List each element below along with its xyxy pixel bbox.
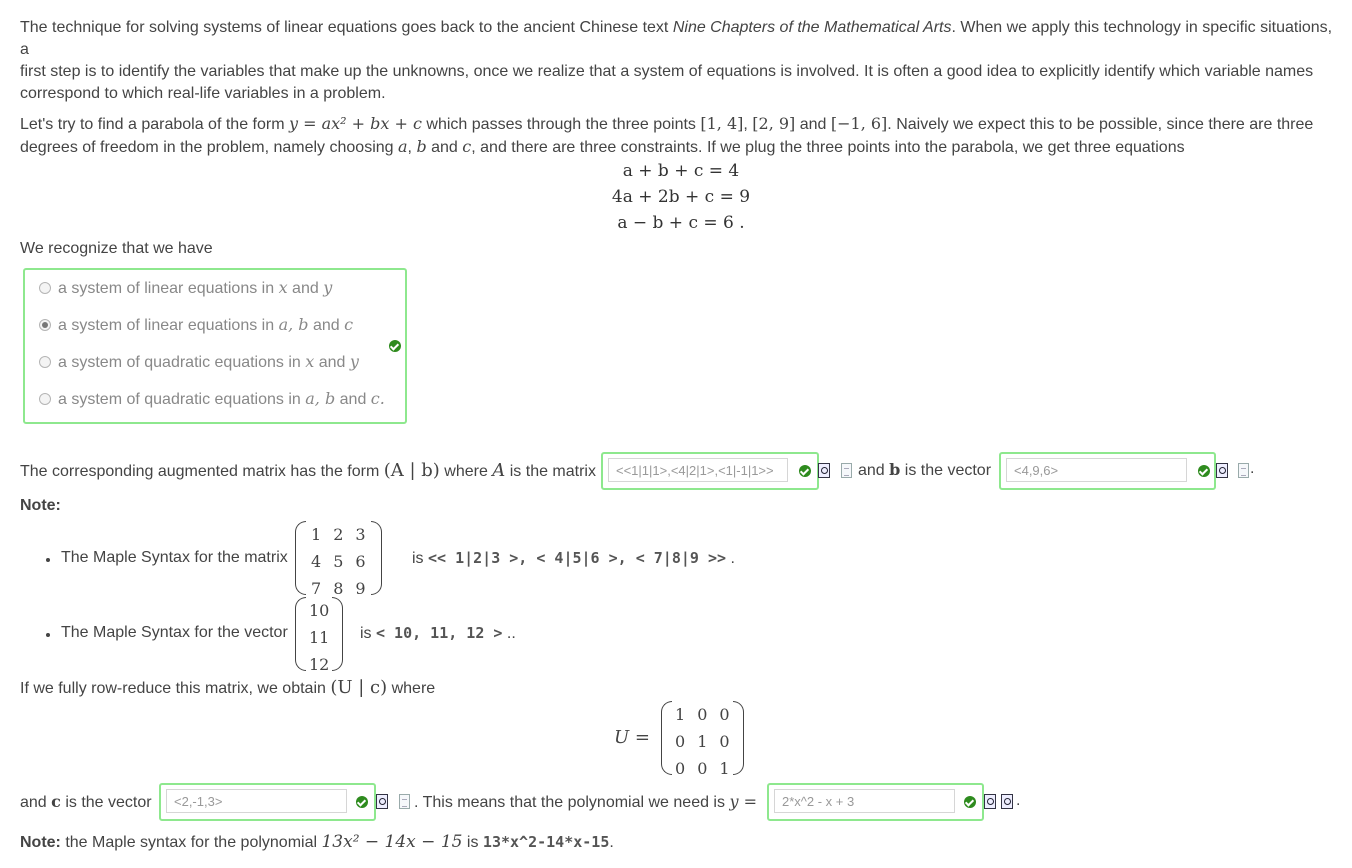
vector-answer-box — [999, 452, 1216, 490]
choice-option-1[interactable] — [39, 278, 332, 298]
matrix-cell: 0 — [675, 759, 686, 778]
text: . — [609, 834, 614, 851]
matrix-cell: 0 — [719, 705, 730, 724]
reduce-text — [20, 677, 435, 698]
U-matrix — [661, 701, 744, 778]
intro-text: first step is to identify the variables that make up the unknowns, once we realize that a system of equations is involved. It is often a good idea to explicitly identify which variable names — [20, 63, 1314, 80]
equation-3: a − b + c = 6 . — [617, 213, 745, 233]
vector-cell: 11 — [309, 628, 330, 647]
equation-2: 4a + 2b + c = 9 — [611, 187, 751, 207]
choice-var: a, b — [278, 315, 309, 334]
matrix-cell: 0 — [697, 759, 708, 778]
text: The corresponding augmented matrix has the form — [20, 463, 384, 480]
matrix-cell: 7 — [311, 579, 322, 598]
choice-and: and — [287, 280, 324, 297]
choice-and: and — [314, 354, 350, 371]
intro-text: correspond to which real-life variables in a problem. — [20, 85, 386, 102]
bullet2-syntax — [360, 624, 516, 643]
preview-icon[interactable] — [984, 794, 996, 809]
text: is — [412, 550, 428, 567]
text: is the matrix — [505, 463, 596, 480]
recognize-text: We recognize that we have — [20, 240, 213, 257]
choice-option-4[interactable] — [39, 389, 385, 409]
polynomial-answer-box — [767, 783, 984, 821]
bullet1-text: The Maple Syntax for the matrix — [61, 549, 288, 566]
matrix-cell: 3 — [355, 525, 366, 544]
c-vector-answer-box — [159, 783, 376, 821]
choice-and: and — [335, 391, 371, 408]
matrix-cell: 1 — [697, 732, 708, 751]
bullet — [46, 558, 50, 562]
problem-text: , and there are three constraints. If we plug the three points into the parabola, we get three equations — [471, 139, 1185, 156]
problem-text: Let's try to find a parabola of the form — [20, 116, 289, 133]
right-paren — [733, 701, 744, 775]
intro-paragraph — [20, 17, 1340, 105]
right-paren — [371, 521, 382, 595]
choice-var: c. — [370, 389, 385, 408]
matrix-answer-box — [601, 452, 819, 490]
text: . This means that the polynomial we need is — [414, 794, 730, 811]
period: . — [1016, 792, 1021, 809]
matrix-cell: 5 — [333, 552, 344, 571]
problem-text: degrees of freedom in the problem, namely choosing — [20, 139, 398, 156]
bullet2-text: The Maple Syntax for the vector — [61, 624, 288, 641]
maple-vector-code: < 10, 11, 12 > — [376, 624, 503, 642]
U-label: U = — [614, 727, 650, 748]
text: . — [726, 550, 735, 567]
problem-text: . Naively we expect this to be possible, since there are three — [887, 116, 1314, 133]
matrix-cell: 9 — [355, 579, 366, 598]
text: the Maple syntax for the polynomial — [60, 834, 322, 851]
text: is — [462, 834, 483, 851]
preview-icon[interactable] — [1216, 463, 1228, 478]
example-matrix-table — [305, 521, 372, 602]
matrix-cell: 6 — [355, 552, 366, 571]
preview-icon[interactable] — [376, 794, 388, 809]
example-polynomial: 13x² − 14x − 15 — [321, 832, 463, 852]
intro-text: The technique for solving systems of linear equations goes back to the ancient Chinese text — [20, 19, 673, 36]
problem-text: which passes through the three points — [421, 116, 701, 133]
formula-preview-icon[interactable] — [1001, 794, 1013, 809]
text: .. — [502, 625, 516, 642]
choice-label: a system of quadratic equations in — [58, 354, 306, 371]
text: where — [387, 680, 436, 697]
var-c-bold: c — [51, 792, 61, 811]
matrix-cell: 1 — [675, 705, 686, 724]
matrix-cell: 0 — [697, 705, 708, 724]
vector-cell: 12 — [309, 655, 330, 674]
maple-polynomial-code: 13*x^2-14*x-15 — [482, 833, 610, 851]
var-A: A — [492, 460, 506, 481]
bullet — [46, 633, 50, 637]
matrix-cell: 0 — [675, 732, 686, 751]
text: is the vector — [900, 462, 992, 479]
intro-text: . When we apply this technology in specific situations, a — [20, 19, 1333, 58]
y-equals: y = — [729, 792, 757, 811]
choice-option-2[interactable] — [39, 315, 353, 335]
book-title: Nine Chapters of the Mathematical Arts — [672, 19, 952, 36]
choice-group — [23, 268, 407, 424]
choice-var: y — [323, 278, 333, 297]
text: where — [439, 463, 493, 480]
text: is the vector — [60, 794, 152, 811]
final-note — [20, 832, 614, 852]
and-text: and — [795, 116, 831, 133]
vector-cell: 10 — [309, 601, 330, 620]
var-a: a — [398, 137, 408, 156]
left-paren — [295, 597, 306, 671]
matrix-cell: 4 — [311, 552, 322, 571]
point-2: [2, 9] — [752, 114, 796, 133]
radio-button-selected[interactable] — [39, 319, 51, 331]
correct-check-icon — [356, 796, 368, 808]
correct-check-icon — [1198, 465, 1210, 477]
point-3: [−1, 6] — [830, 114, 888, 133]
left-paren — [295, 521, 306, 595]
choice-and: and — [308, 317, 345, 334]
correct-check-icon — [964, 796, 976, 808]
matrix-cell: 0 — [719, 732, 730, 751]
choice-label: a system of linear equations in — [58, 280, 279, 297]
maple-matrix-code: << 1|2|3 >, < 4|5|6 >, < 7|8|9 >> — [428, 549, 727, 567]
vector-text — [858, 460, 991, 480]
period: . — [1250, 460, 1255, 477]
augmented-text — [20, 460, 596, 481]
matrix-cell: 1 — [719, 759, 730, 778]
text: and — [858, 462, 890, 479]
syntax-doc-icon[interactable] — [1238, 463, 1249, 478]
var-b-bold: b — [889, 460, 901, 479]
polynomial-answer-input[interactable]: 2*x^2 - x + 3 — [774, 789, 955, 813]
radio-button[interactable] — [39, 282, 51, 294]
reduced-form: (U | c) — [330, 677, 388, 698]
var-c: c — [462, 137, 472, 156]
matrix-cell: 1 — [311, 525, 322, 544]
choice-label: a system of linear equations in — [58, 317, 279, 334]
vector-answer-input[interactable]: <4,9,6> — [1006, 458, 1187, 482]
separator: , — [743, 116, 753, 133]
correct-check-icon — [389, 340, 401, 352]
matrix-cell: 8 — [333, 579, 344, 598]
choice-var: x — [305, 352, 315, 371]
note-label: Note: — [20, 497, 61, 514]
correct-check-icon — [799, 465, 811, 477]
radio-button[interactable] — [39, 356, 51, 368]
c-vector-answer-input[interactable]: <2,-1,3> — [166, 789, 347, 813]
example-matrix — [295, 521, 382, 598]
equation-1: a + b + c = 4 — [622, 161, 740, 181]
text: and — [20, 794, 52, 811]
choice-var: a, b — [305, 389, 336, 408]
syntax-doc-icon[interactable] — [841, 463, 852, 478]
example-vector-table — [303, 597, 335, 678]
preview-icon[interactable] — [818, 463, 830, 478]
choice-label: a system of quadratic equations in — [58, 391, 306, 408]
radio-button[interactable] — [39, 393, 51, 405]
matrix-cell: 2 — [333, 525, 344, 544]
right-paren — [332, 597, 343, 671]
parabola-formula: y = ax² + bx + c — [288, 114, 422, 133]
note-label: Note: — [20, 834, 61, 851]
point-1: [1, 4] — [700, 114, 744, 133]
polynomial-text — [414, 792, 757, 812]
syntax-doc-icon[interactable] — [399, 794, 410, 809]
problem-paragraph: Let's try to find a parabola of the form y = ax² + bx + c which passes through the three points [1, 4], [2, 9] and [−1, 6]. Naively we expect this to be possible, since there are three degrees of freedom in the problem, namely choosing a, b and c, and there are three constraints. If we plug the three points into the parabola, we get three equations — [20, 114, 1314, 156]
choice-var: y — [349, 352, 359, 371]
text: is — [360, 625, 376, 642]
choice-var: c — [344, 315, 354, 334]
augmented-form: (A | b) — [383, 460, 440, 481]
example-vector — [295, 597, 343, 674]
choice-var: x — [278, 278, 288, 297]
bullet1-syntax — [412, 549, 735, 568]
matrix-answer-input[interactable]: <<1|1|1>,<4|2|1>,<1|-1|1>> — [608, 458, 788, 482]
problem-text: and — [426, 139, 463, 156]
choice-option-3[interactable] — [39, 352, 359, 372]
U-matrix-table — [669, 701, 736, 782]
text: If we fully row-reduce this matrix, we obtain — [20, 680, 331, 697]
c-vector-text — [20, 792, 152, 812]
var-b: b — [416, 137, 427, 156]
left-paren — [661, 701, 672, 775]
